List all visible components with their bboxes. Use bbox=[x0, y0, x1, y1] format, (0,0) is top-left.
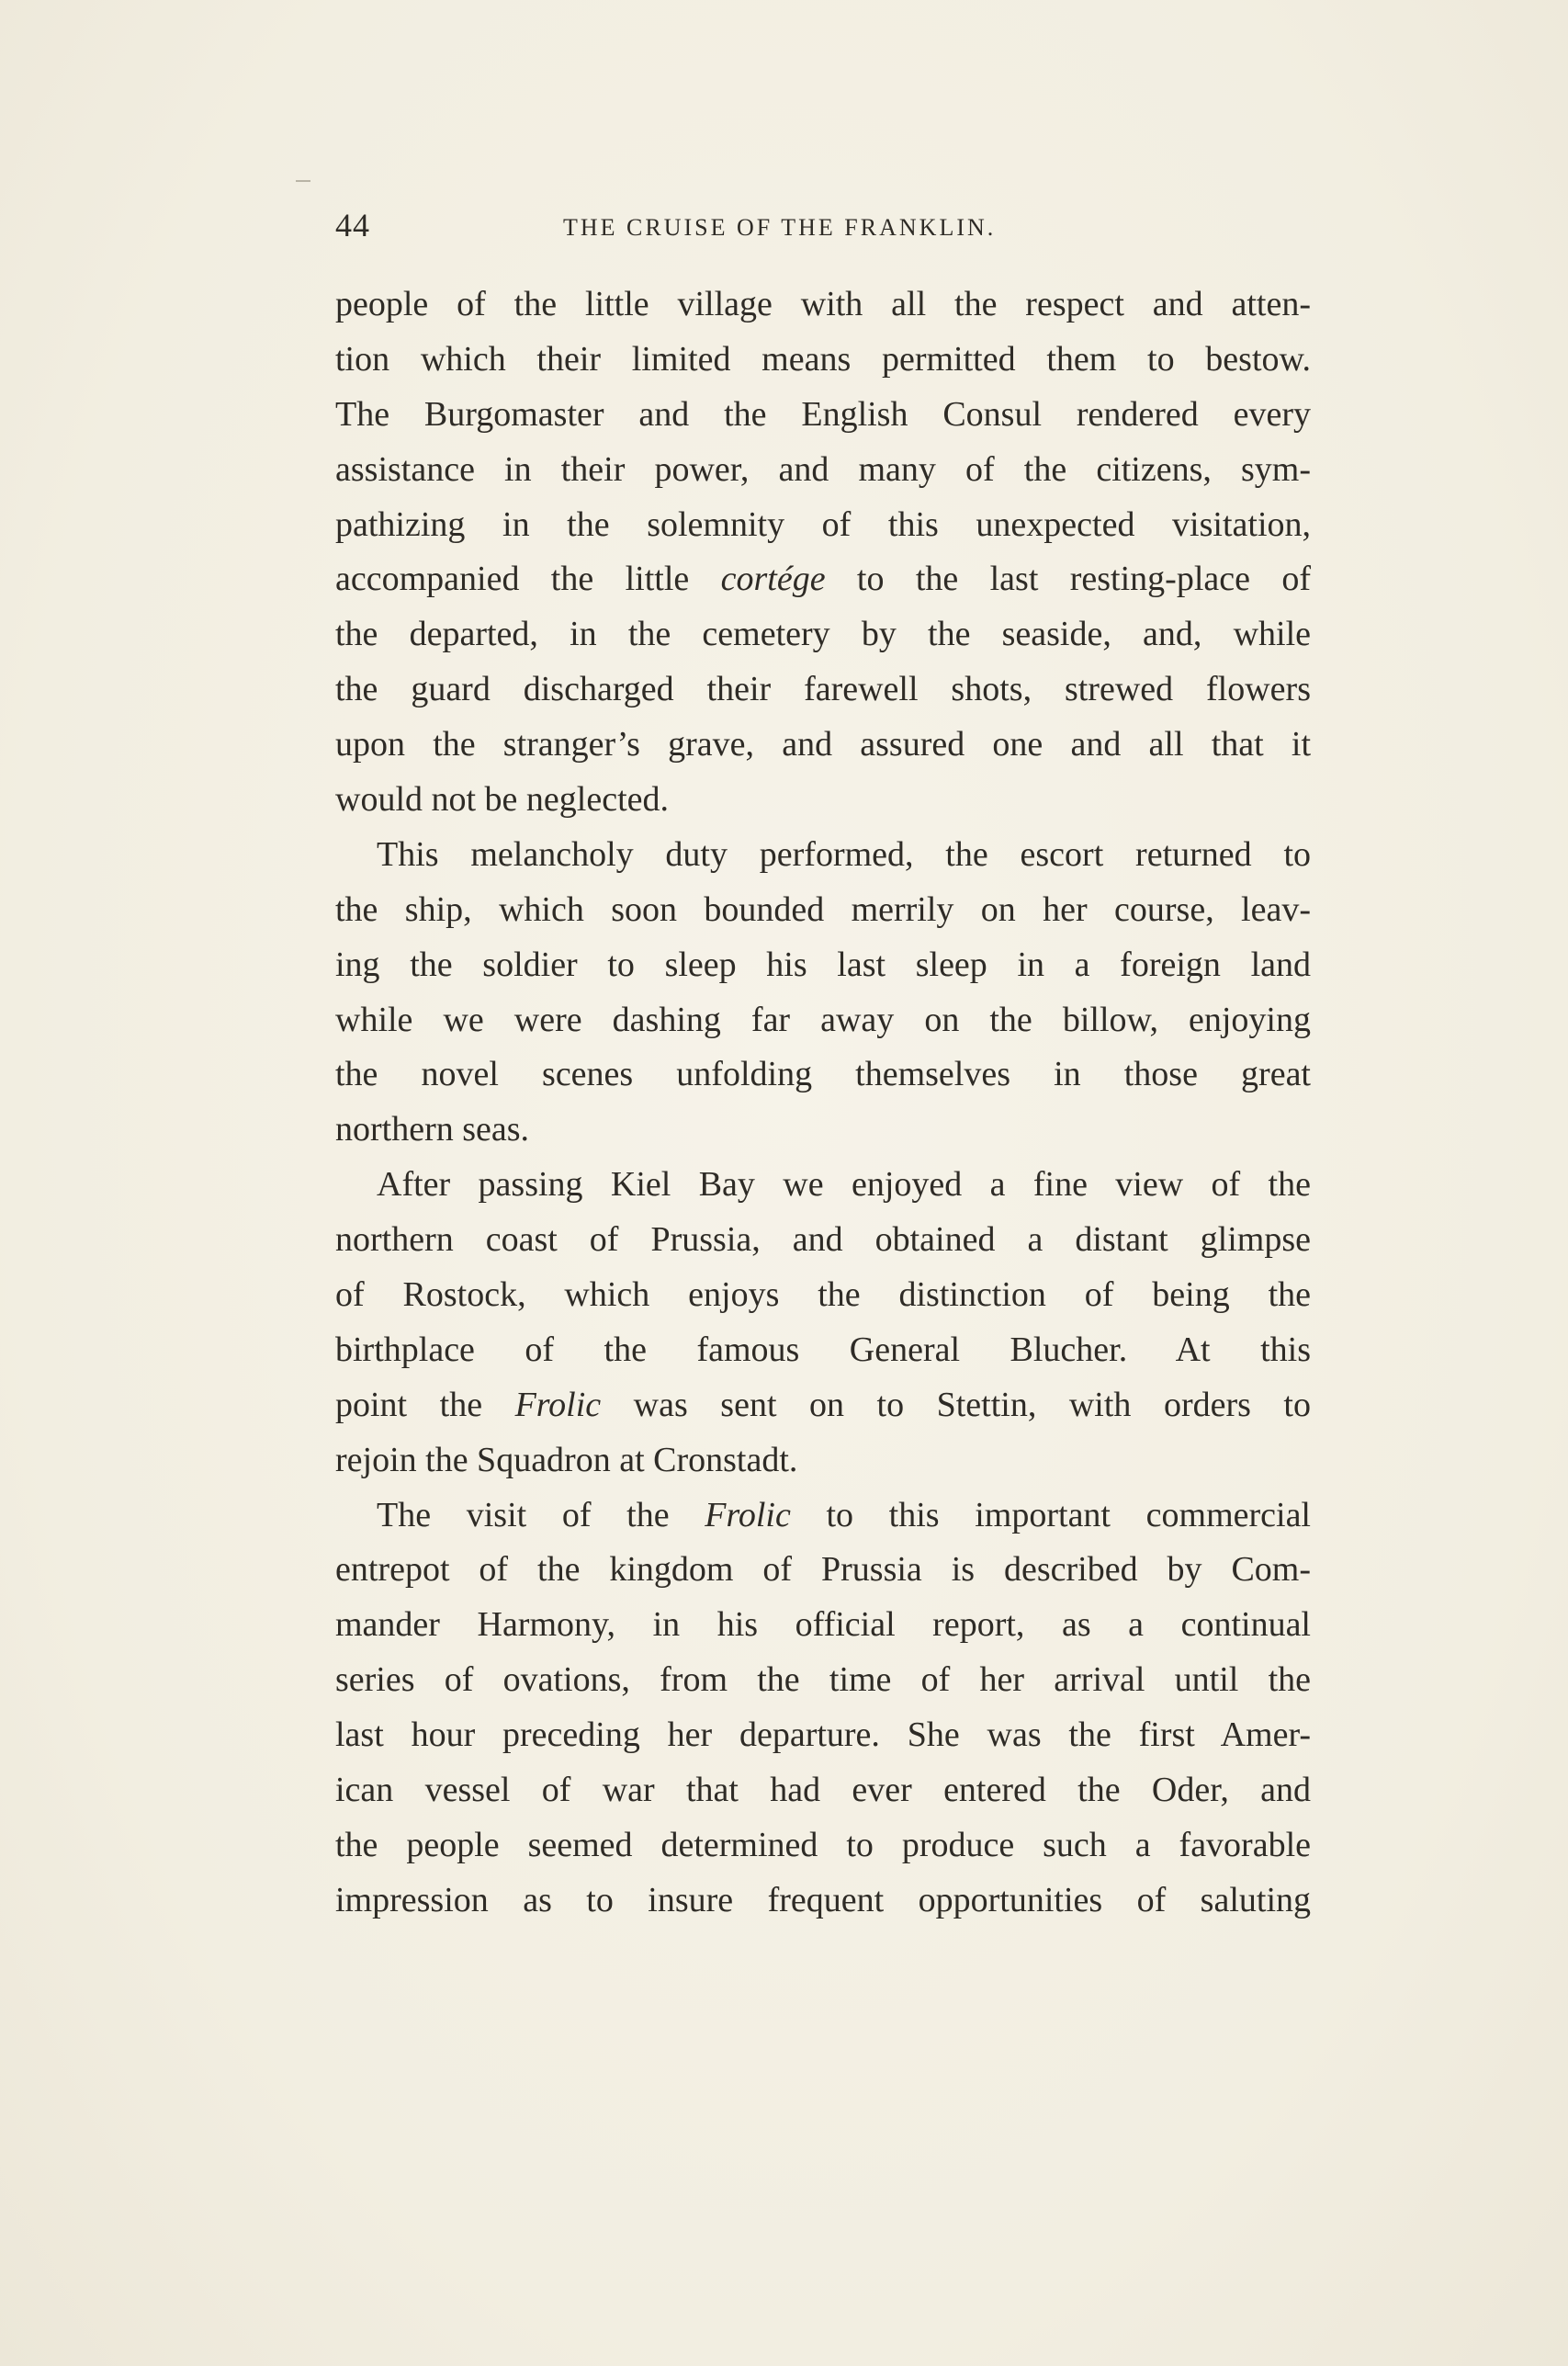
italic-term: Frolic bbox=[514, 1385, 602, 1424]
text-line: The Burgomaster and the English Consul rendered every bbox=[335, 394, 1311, 434]
text-line: the ship, which soon bounded merrily on her course, leav- bbox=[335, 889, 1311, 929]
text-line: rejoin the Squadron at Cronstadt. bbox=[335, 1440, 798, 1479]
body-text bbox=[335, 277, 1311, 1929]
italic-term: cortége bbox=[720, 560, 826, 599]
text-line: northern coast of Prussia, and obtained a distant glimpse bbox=[335, 1220, 1311, 1260]
text-line: the departed, in the cemetery by the seaside, and, while bbox=[335, 615, 1311, 654]
text-line: upon the stranger’s grave, and assured one and all that it bbox=[335, 725, 1311, 764]
text-line: This melancholy duty performed, the escort returned to bbox=[377, 834, 1311, 874]
text-line bbox=[335, 1489, 1311, 1544]
text-line: series of ovations, from the time of her arrival until the bbox=[335, 1660, 1311, 1700]
text-line: of Rostock, which enjoys the distinction of being the bbox=[335, 1275, 1311, 1315]
text-fragment: point the bbox=[335, 1385, 515, 1424]
text-line: northern seas. bbox=[335, 1110, 530, 1149]
text-line: birthplace of the famous General Blucher. At this bbox=[335, 1330, 1311, 1369]
page-number: 44 bbox=[335, 207, 370, 243]
text-line bbox=[335, 1378, 1311, 1433]
text-line: ican vessel of war that had ever entered the Oder, and bbox=[335, 1771, 1311, 1810]
text-line: After passing Kiel Bay we enjoyed a fine view of the bbox=[377, 1165, 1311, 1205]
text-line: the people seemed determined to produce such a favorable bbox=[335, 1825, 1311, 1864]
text-fragment: to the last resting-place of bbox=[825, 560, 1311, 599]
text-line: mander Harmony, in his official report, as a continual bbox=[335, 1605, 1311, 1645]
text-line: ing the soldier to sleep his last sleep in a foreign land bbox=[335, 945, 1311, 984]
running-head bbox=[335, 206, 1311, 257]
page-edge-mark bbox=[296, 180, 310, 182]
italic-term: Frolic bbox=[705, 1495, 791, 1534]
text-fragment: was sent on to Stettin, with orders to bbox=[601, 1385, 1311, 1424]
text-fragment: accompanied the little bbox=[335, 560, 721, 599]
text-line: assistance in their power, and many of the citizens, sym- bbox=[335, 449, 1311, 489]
text-line: the novel scenes unfolding themselves in those great bbox=[335, 1055, 1311, 1094]
text-line: last hour preceding her departure. She was the first Amer- bbox=[335, 1715, 1311, 1755]
text-line: impression as to insure frequent opportunities of saluting bbox=[335, 1880, 1311, 1919]
text-fragment: to this important commercial bbox=[790, 1495, 1311, 1534]
text-line: people of the little village with all the respect and atten- bbox=[335, 285, 1311, 323]
text-line: while we were dashing far away on the billow, enjoying bbox=[335, 1000, 1311, 1039]
text-fragment: The visit of the bbox=[377, 1495, 705, 1534]
text-line bbox=[335, 552, 1311, 607]
text-line: tion which their limited means permitted them to bestow. bbox=[335, 339, 1311, 379]
text-line: entrepot of the kingdom of Prussia is described by Com- bbox=[335, 1550, 1311, 1590]
text-line: would not be neglected. bbox=[335, 780, 670, 820]
text-line: the guard discharged their farewell shots, strewed flowers bbox=[335, 670, 1311, 709]
text-line: pathizing in the solemnity of this unexpected visitation, bbox=[335, 504, 1311, 544]
running-title: THE CRUISE OF THE FRANKLIN. bbox=[563, 214, 997, 241]
